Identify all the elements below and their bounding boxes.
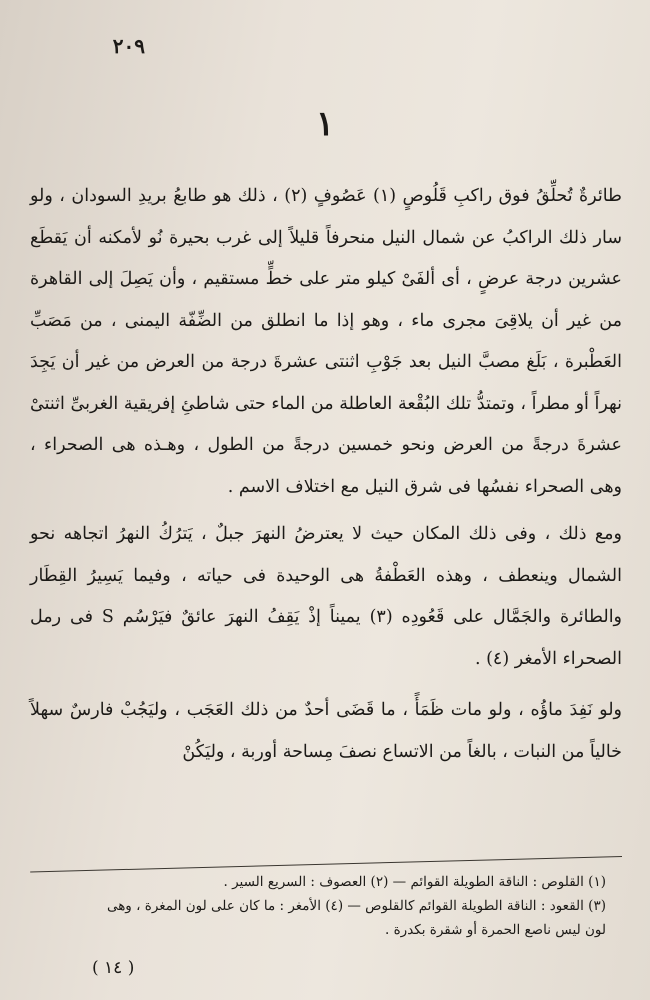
- paragraph: ومع ذلك ، وفى ذلك المكان حيث لا يعترضُ النهرَ جبلٌ ، يَترُكُ النهرُ اتجاهه نحو الشمال وينعطف ، وهذه العَطْفةُ هى الوحيدة فى حياته ، وفيما يَسِيرُ القِطَار والطائرة والجَمَّال على قَعُودِه (٣) يميناً إذْ يَقِفُ النهرَ عائقٌ فيَرْسُم S فى رمل الصحراء الأمغر (٤) .: [30, 524, 623, 669]
- footnote-line: (١) القلوص : الناقة الطويلة القوائم — (٢) العصوف : السريع السير .: [223, 874, 606, 890]
- paragraph: ولو نَفِدَ ماؤُه ، ولو مات ظَمَأً ، ما قَضَى أحدٌ من ذلك العَجَب ، وليَجُبْ فارسٌ سهلاً خالياً من النبات ، بالغاً من الاتساع نصفَ مِساحة أوربة ، وليَكُنْ: [30, 700, 622, 762]
- footnotes: [36, 870, 606, 942]
- chapter-number: ١: [315, 104, 335, 144]
- signature-mark: ( ١٤ ): [92, 958, 135, 978]
- paragraph: طائرةٌ تُحلِّقُ فوق راكبِ قَلُوصٍ (١) عَصُوفٍ (٢) ، ذلك هو طابعُ بريدِ السودان ، ولو سار ذلك الراكبُ عن شمال النيل منحرفاً قليلاً إلى غرب بحيرة نُو لأمكنه أن يَقطَع عشرين درجة عرضٍ ، أى ألفَىْ كيلو متر على خطٍّ مستقيم ، وأن يَصِلَ إلى القاهرة من غير أن يلاقِىَ مجرى ماء ، وهو إذا ما انطلق من الضِّفّة اليمنى ، من مَصَبِّ العَطْبرة ، بَلَغ مصبَّ النيل بعد جَوْبِ اثنتى عشرةَ درجة من العرض من غير أن يَجِدَ نهراً أو مطراً ، وتمتدُّ تلك البُقْعة العاطلة من الماء حتى شاطئِ إفريقية الغربىِّ اثنتىْ عشرةَ درجةً من العرض ونحو خمسين درجةً من الطول ، وهـذه هى الصحراء ، وهى الصحراء نفسُها فى شرق النيل مع اختلاف الاسم .: [30, 186, 622, 497]
- footnote-line: (٣) القعود : الناقة الطويلة القوائم كالقلوص — (٤) الأمغر : ما كان على لون المغرة ، وهى: [106, 898, 606, 914]
- page-number: ٢٠٩: [112, 34, 145, 58]
- footnote-line: لون ليس ناصع الحمرة أو شقرة بكدرة .: [385, 922, 606, 938]
- body-text: [30, 176, 622, 773]
